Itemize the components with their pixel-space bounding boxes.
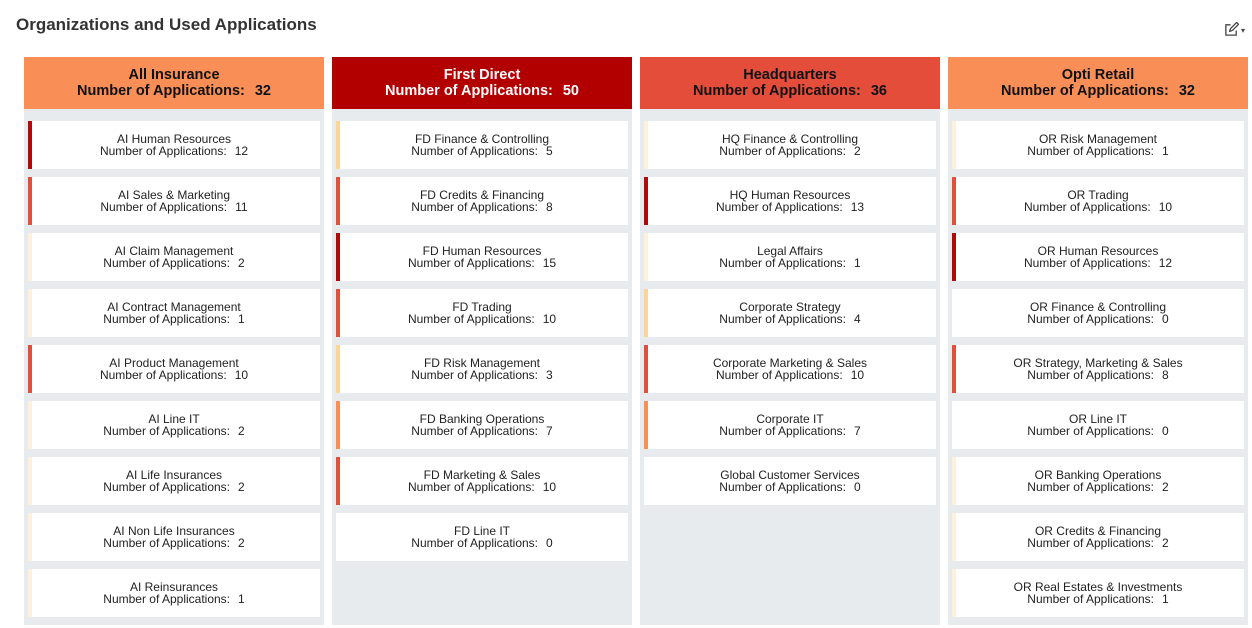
unit-app-count [719,257,860,269]
org-column [332,57,632,625]
unit-card[interactable] [28,177,320,225]
org-column [24,57,324,625]
unit-accent-bar [952,233,956,281]
unit-card[interactable] [952,121,1244,169]
unit-app-count-label: Number of Applications: [407,312,535,326]
unit-app-count-value: 10 [234,368,249,382]
unit-app-count-value: 1 [238,592,245,606]
org-app-count-value: 32 [254,83,271,99]
unit-card[interactable] [28,569,320,617]
unit-app-count [716,201,864,213]
org-column-body [640,109,940,505]
org-column-body [24,109,324,617]
unit-app-count-value: 8 [1162,368,1169,382]
unit-app-count [1027,425,1168,437]
unit-app-count [103,593,244,605]
page-title: Organizations and Used Applications [16,15,317,34]
unit-app-count-value: 1 [1162,592,1169,606]
unit-app-count-value: 2 [238,424,245,438]
unit-name: FD Line IT [453,524,510,538]
org-name: Headquarters [743,67,837,83]
org-app-count [385,83,579,99]
unit-name: FD Human Resources [422,244,542,258]
unit-name: Corporate Strategy [739,300,841,314]
unit-card[interactable] [28,345,320,393]
unit-app-count-value: 12 [234,144,249,158]
unit-name: AI Reinsurances [129,580,219,594]
unit-card[interactable] [336,233,628,281]
unit-accent-bar [336,177,340,225]
org-header[interactable] [332,57,632,109]
unit-accent-bar [952,289,956,337]
org-app-count-value: 36 [870,83,887,99]
unit-card[interactable] [644,121,936,169]
unit-app-count-label: Number of Applications: [715,200,843,214]
unit-accent-bar [336,345,340,393]
unit-app-count-label: Number of Applications: [1027,592,1155,606]
unit-app-count-label: Number of Applications: [1023,200,1151,214]
unit-accent-bar [28,121,32,169]
unit-name: HQ Human Resources [729,188,851,202]
unit-name: OR Real Estates & Investments [1013,580,1183,594]
org-name: First Direct [443,67,521,83]
unit-app-count [716,369,864,381]
unit-name: FD Trading [452,300,512,314]
org-app-count-value: 50 [562,83,579,99]
unit-card[interactable] [952,569,1244,617]
unit-accent-bar [28,177,32,225]
unit-app-count-label: Number of Applications: [411,424,539,438]
unit-app-count-value: 2 [238,480,245,494]
unit-app-count-label: Number of Applications: [99,144,227,158]
unit-app-count-label: Number of Applications: [407,256,535,270]
unit-app-count [719,425,860,437]
org-column [948,57,1248,625]
unit-app-count-label: Number of Applications: [103,312,231,326]
unit-app-count-value: 10 [850,368,865,382]
unit-app-count [411,425,552,437]
unit-app-count [103,425,244,437]
org-name: Opti Retail [1061,67,1135,83]
unit-name: Corporate Marketing & Sales [712,356,868,370]
unit-app-count [1027,313,1168,325]
unit-app-count-label: Number of Applications: [411,200,539,214]
unit-app-count-label: Number of Applications: [1027,368,1155,382]
unit-name: OR Banking Operations [1034,468,1162,482]
unit-app-count-value: 4 [854,312,861,326]
unit-card[interactable] [336,513,628,561]
unit-app-count-label: Number of Applications: [1027,424,1155,438]
unit-app-count-value: 1 [854,256,861,270]
unit-accent-bar [952,121,956,169]
unit-card[interactable] [28,513,320,561]
unit-accent-bar [644,177,648,225]
unit-app-count-value: 10 [1158,200,1173,214]
unit-accent-bar [644,121,648,169]
unit-app-count-label: Number of Applications: [99,368,227,382]
unit-app-count-label: Number of Applications: [103,536,231,550]
unit-app-count-value: 7 [546,424,553,438]
unit-card[interactable] [952,345,1244,393]
unit-app-count-label: Number of Applications: [719,256,847,270]
unit-name: AI Life Insurances [125,468,223,482]
unit-accent-bar [336,233,340,281]
unit-app-count-label: Number of Applications: [411,368,539,382]
unit-app-count [719,145,860,157]
unit-accent-bar [28,569,32,617]
org-column [640,57,940,625]
unit-app-count [408,481,556,493]
unit-app-count-label: Number of Applications: [1027,480,1155,494]
unit-app-count [411,201,552,213]
unit-app-count-value: 2 [238,256,245,270]
unit-app-count-value: 2 [1162,480,1169,494]
unit-card[interactable] [28,289,320,337]
unit-name: AI Contract Management [107,300,241,314]
unit-accent-bar [644,345,648,393]
org-app-count [1001,83,1195,99]
org-header[interactable] [640,57,940,109]
unit-app-count-label: Number of Applications: [1023,256,1151,270]
unit-accent-bar [336,121,340,169]
unit-accent-bar [336,401,340,449]
org-app-count-label: Number of Applications: [1001,83,1169,99]
unit-accent-bar [644,457,648,505]
unit-app-count [1024,257,1172,269]
unit-app-count-value: 0 [854,480,861,494]
unit-name: AI Claim Management [114,244,234,258]
unit-app-count [103,313,244,325]
unit-app-count-value: 0 [1162,312,1169,326]
unit-card[interactable] [28,457,320,505]
unit-app-count-label: Number of Applications: [719,144,847,158]
unit-app-count-value: 3 [546,368,553,382]
unit-name: OR Strategy, Marketing & Sales [1013,356,1183,370]
unit-accent-bar [952,177,956,225]
caret-down-icon: ▾ [1241,25,1246,35]
unit-app-count-label: Number of Applications: [1027,144,1155,158]
org-app-count-label: Number of Applications: [385,83,553,99]
org-app-count-value: 32 [1178,83,1195,99]
unit-app-count [408,313,556,325]
unit-app-count [408,257,556,269]
unit-app-count-value: 12 [1158,256,1173,270]
unit-app-count [103,257,244,269]
unit-app-count [1027,481,1168,493]
unit-card[interactable] [336,345,628,393]
unit-app-count-label: Number of Applications: [719,424,847,438]
unit-app-count-value: 2 [1162,536,1169,550]
unit-name: Legal Affairs [757,244,823,258]
unit-accent-bar [28,401,32,449]
unit-accent-bar [336,289,340,337]
unit-app-count [100,145,248,157]
unit-name: OR Risk Management [1038,132,1158,146]
unit-name: AI Human Resources [116,132,232,146]
unit-app-count [103,481,244,493]
unit-name: FD Finance & Controlling [414,132,550,146]
unit-accent-bar [952,513,956,561]
unit-app-count-label: Number of Applications: [715,368,843,382]
unit-accent-bar [644,289,648,337]
unit-app-count-label: Number of Applications: [719,312,847,326]
unit-app-count-label: Number of Applications: [411,144,539,158]
unit-accent-bar [644,401,648,449]
unit-app-count [103,537,244,549]
unit-name: AI Sales & Marketing [117,188,231,202]
unit-card[interactable] [644,233,936,281]
unit-name: FD Credits & Financing [419,188,545,202]
unit-app-count [719,313,860,325]
unit-app-count-value: 13 [850,200,865,214]
unit-accent-bar [952,401,956,449]
unit-card[interactable] [952,177,1244,225]
unit-app-count-value: 2 [854,144,861,158]
unit-card[interactable] [28,121,320,169]
unit-app-count [1024,201,1172,213]
unit-app-count-value: 1 [238,312,245,326]
unit-card[interactable] [28,401,320,449]
org-app-count-label: Number of Applications: [77,83,245,99]
unit-card[interactable] [644,289,936,337]
unit-name: AI Non Life Insurances [113,524,235,538]
unit-card[interactable] [336,177,628,225]
unit-card[interactable] [336,289,628,337]
unit-card[interactable] [336,401,628,449]
unit-accent-bar [952,345,956,393]
unit-card[interactable] [952,457,1244,505]
unit-accent-bar [28,289,32,337]
unit-accent-bar [336,513,340,561]
unit-app-count-value: 7 [854,424,861,438]
unit-name: OR Credits & Financing [1034,524,1162,538]
unit-app-count-label: Number of Applications: [1027,536,1155,550]
unit-app-count [411,537,552,549]
unit-accent-bar [28,233,32,281]
unit-app-count-value: 5 [546,144,553,158]
unit-name: OR Line IT [1068,412,1128,426]
unit-accent-bar [952,457,956,505]
org-app-count [693,83,887,99]
unit-app-count-label: Number of Applications: [411,536,539,550]
edit-menu-button[interactable] [1224,19,1252,39]
unit-card[interactable] [336,457,628,505]
unit-card[interactable] [644,177,936,225]
unit-app-count [1027,537,1168,549]
unit-name: FD Risk Management [423,356,541,370]
org-column-body [332,109,632,561]
org-app-count-label: Number of Applications: [693,83,861,99]
unit-accent-bar [952,569,956,617]
unit-app-count-label: Number of Applications: [103,592,231,606]
unit-app-count-label: Number of Applications: [103,256,231,270]
unit-card[interactable] [952,513,1244,561]
org-column-body [948,109,1248,617]
unit-card[interactable] [644,401,936,449]
unit-app-count-value: 2 [238,536,245,550]
unit-card[interactable] [336,121,628,169]
unit-app-count [719,481,860,493]
unit-name: Global Customer Services [720,468,860,482]
unit-app-count-value: 15 [542,256,557,270]
unit-accent-bar [336,457,340,505]
unit-app-count [1027,145,1168,157]
unit-accent-bar [28,345,32,393]
unit-app-count-label: Number of Applications: [1027,312,1155,326]
unit-app-count-value: 8 [546,200,553,214]
unit-accent-bar [644,233,648,281]
unit-accent-bar [28,457,32,505]
unit-app-count-value: 10 [542,312,557,326]
unit-accent-bar [28,513,32,561]
unit-app-count-label: Number of Applications: [103,480,231,494]
unit-app-count-label: Number of Applications: [407,480,535,494]
edit-icon [1224,22,1239,37]
unit-app-count [1027,593,1168,605]
org-header[interactable] [24,57,324,109]
unit-card[interactable] [644,345,936,393]
unit-name: OR Human Resources [1037,244,1159,258]
unit-app-count-value: 0 [546,536,553,550]
unit-name: Corporate IT [756,412,824,426]
unit-app-count-value: 11 [235,200,248,214]
org-app-count [77,83,271,99]
org-header[interactable] [948,57,1248,109]
unit-app-count-value: 1 [1162,144,1169,158]
unit-name: OR Finance & Controlling [1029,300,1167,314]
unit-card[interactable] [952,233,1244,281]
unit-name: HQ Finance & Controlling [721,132,859,146]
unit-name: FD Marketing & Sales [423,468,541,482]
unit-card[interactable] [28,233,320,281]
unit-app-count [100,201,247,213]
unit-name: OR Trading [1067,188,1129,202]
unit-card[interactable] [952,401,1244,449]
unit-name: AI Product Management [109,356,239,370]
unit-app-count-value: 10 [542,480,557,494]
unit-app-count [1027,369,1168,381]
unit-app-count-label: Number of Applications: [719,480,847,494]
unit-app-count-label: Number of Applications: [103,424,231,438]
unit-app-count-label: Number of Applications: [100,200,228,214]
unit-card[interactable] [952,289,1244,337]
unit-card[interactable] [644,457,936,505]
unit-app-count-value: 0 [1162,424,1169,438]
unit-app-count [100,369,248,381]
unit-name: AI Line IT [148,412,200,426]
org-name: All Insurance [128,67,220,83]
unit-app-count [411,145,552,157]
unit-name: FD Banking Operations [419,412,545,426]
unit-app-count [411,369,552,381]
